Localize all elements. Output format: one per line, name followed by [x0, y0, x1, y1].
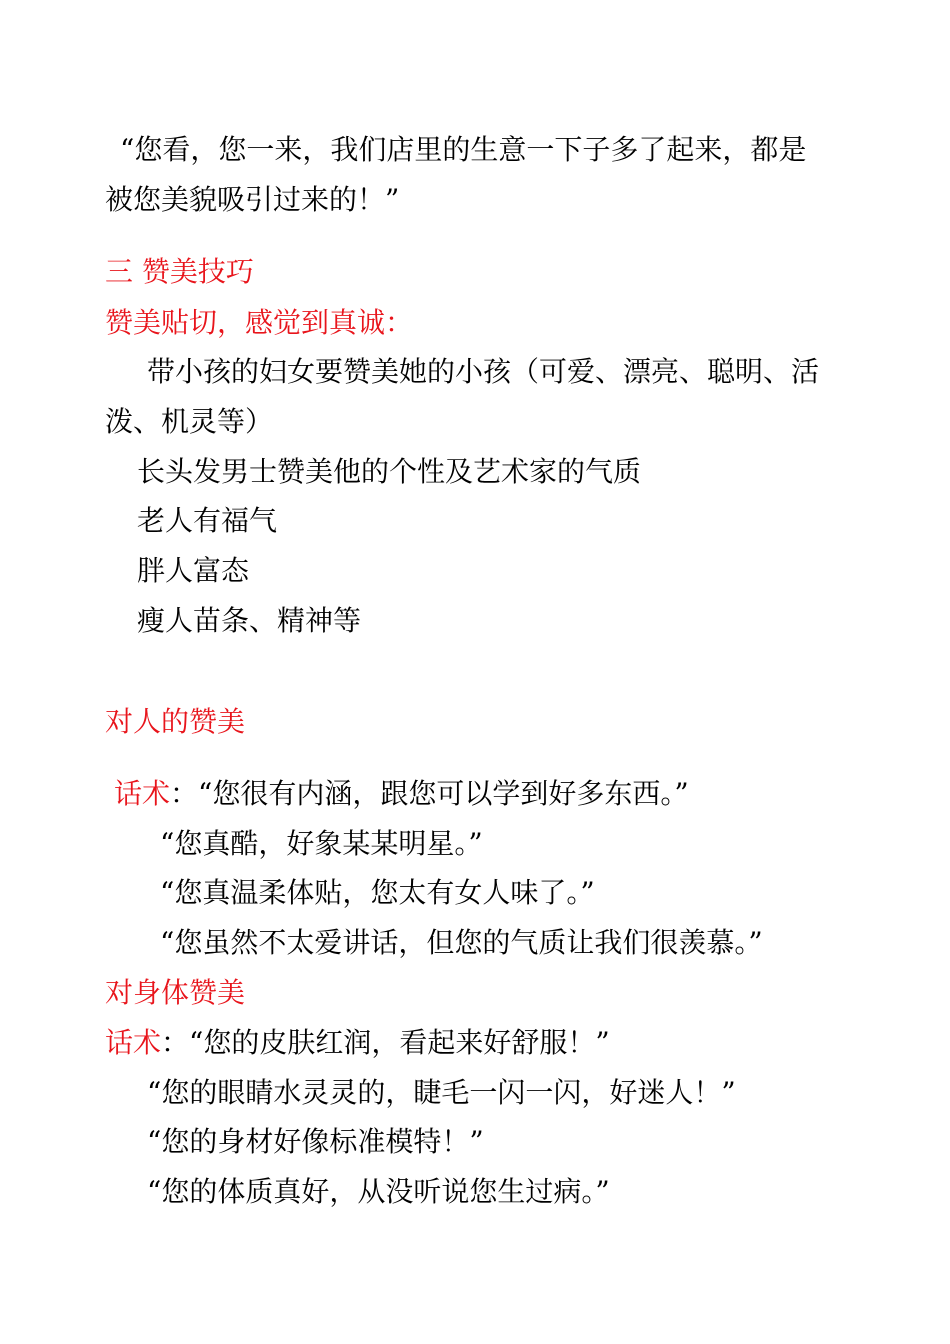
- list-item: 老人有福气: [137, 504, 278, 537]
- intro-line-1: “您看，您一来，我们店里的生意一下子多了起来，都是: [120, 133, 807, 166]
- list-item: 瘦人苗条、精神等: [137, 604, 362, 637]
- quote: “您的眼睛水灵灵的，睫毛一闪一闪，好迷人！”: [147, 1076, 736, 1109]
- label-colon: ：: [170, 777, 199, 810]
- quote: “您真温柔体贴，您太有女人味了。”: [160, 876, 595, 909]
- script-label: 话术: [105, 1026, 162, 1059]
- quote: “您的体质真好，从没听说您生过病。”: [147, 1175, 610, 1208]
- quote: “您真酷，好象某某明星。”: [160, 827, 483, 860]
- intro-line-2: 被您美貌吸引过来的！”: [105, 183, 400, 216]
- section-subheading: 赞美贴切，感觉到真诚：: [105, 306, 414, 339]
- label-colon: ：: [161, 1026, 190, 1059]
- quote: “您的身材好像标准模特！”: [147, 1125, 484, 1158]
- praise-person-first-line: [114, 774, 689, 814]
- list-item: 带小孩的妇女要赞美她的小孩（可爱、漂亮、聪明、活: [147, 355, 820, 388]
- list-item: 胖人富态: [137, 554, 250, 587]
- praise-person-heading: 对人的赞美: [105, 705, 246, 738]
- section-heading: 三 赞美技巧: [105, 255, 254, 288]
- quote: “您的皮肤红润，看起来好舒服！”: [189, 1026, 610, 1059]
- script-label: 话术: [114, 777, 171, 810]
- praise-body-first-line: [105, 1023, 610, 1063]
- quote: “您虽然不太爱讲话，但您的气质让我们很羡慕。”: [160, 926, 763, 959]
- list-item: 泼、机灵等）: [105, 405, 274, 438]
- quote: “您很有内涵，跟您可以学到好多东西。”: [198, 777, 689, 810]
- praise-body-heading: 对身体赞美: [105, 976, 246, 1009]
- list-item: 长头发男士赞美他的个性及艺术家的气质: [137, 455, 642, 488]
